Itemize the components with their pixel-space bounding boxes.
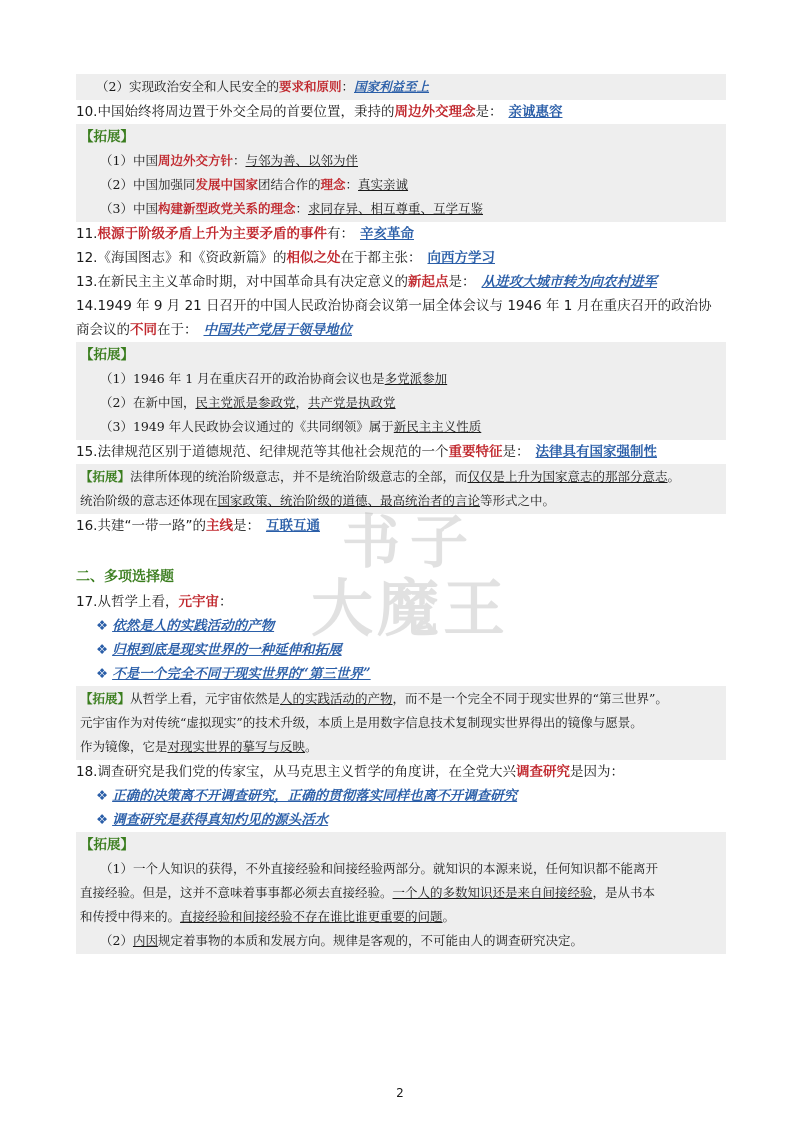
q15-extension — [76, 464, 726, 514]
q14-ext-item-2: （2）在新中国，民主党派是参政党，共产党是执政党 — [100, 395, 396, 410]
diamond-bullet-icon: ❖ — [96, 618, 109, 634]
q18-ext-p1-line-2: 直接经验。但是，这并不意味着事事都必须去直接经验。一个人的多数知识还是来自间接经验，是从书本 — [80, 885, 656, 900]
diamond-bullet-icon: ❖ — [96, 788, 109, 804]
question-17: 17.从哲学上看，元宇宙： — [76, 594, 233, 610]
q18-ext-p2: （2）内因规定着事物的本质和发展方向。规律是客观的，不可能由人的调查研究决定。 — [100, 933, 583, 948]
q16-answer: 互联互通 — [265, 518, 320, 534]
extension-tag: 【拓展】 — [80, 469, 131, 484]
q17-option-3: ❖ 不是一个完全不同于现实世界的“第三世界” — [96, 666, 371, 682]
question-13: 13.在新民主主义革命时期，对中国革命具有决定意义的新起点是： 从进攻大城市转为向农村进军 — [76, 274, 657, 290]
q10-ext-item-2: （2）中国加强同发展中国家团结合作的理念：真实亲诚 — [100, 177, 409, 192]
q17-option-1: ❖ 依然是人的实践活动的产物 — [96, 618, 275, 634]
q14-ext-item-3: （3）1949 年人民政协会议通过的《共同纲领》属于新民主主义性质 — [100, 419, 482, 434]
extension-tag: 【拓展】 — [80, 129, 134, 145]
q9-answer: 国家利益至上 — [354, 79, 430, 94]
q17-option-2: ❖ 归根到底是现实世界的一种延伸和拓展 — [96, 642, 342, 658]
q18-extension — [76, 832, 726, 954]
question-12: 12.《海国图志》和《资政新篇》的相似之处在于都主张： 向西方学习 — [76, 250, 495, 266]
q18-option-2: ❖ 调查研究是获得真知灼见的源头活水 — [96, 812, 329, 828]
diamond-bullet-icon: ❖ — [96, 642, 109, 658]
q10-ext-item-3: （3）中国构建新型政党关系的理念：求同存异、相互尊重、互学互鉴 — [100, 201, 483, 216]
q15-ext-line-2: 统治阶级的意志还体现在国家政策、统治阶级的道德、最高统治者的言论等形式之中。 — [80, 493, 556, 508]
q18-ext-p1-line-3: 和传授中得来的。直接经验和间接经验不存在谁比谁更重要的问题。 — [80, 909, 456, 924]
q12-answer: 向西方学习 — [427, 250, 495, 266]
extension-tag: 【拓展】 — [80, 837, 134, 853]
question-14: 14.1949 年 9 月 21 日召开的中国人民政治协商会议第一届全体会议与 1946 年 1 月在重庆召开的政治协 — [76, 298, 712, 314]
q9-ext-item-2: （2）实现政治安全和人民安全的要求和原则：国家利益至上 — [76, 74, 726, 100]
question-10: 10.中国始终将周边置于外交全局的首要位置，秉持的周边外交理念是： 亲诚惠容 — [76, 104, 563, 120]
q18-option-1: ❖ 正确的决策离不开调查研究，正确的贯彻落实同样也离不开调查研究 — [96, 788, 518, 804]
q14-ext-item-1: （1）1946 年 1 月在重庆召开的政治协商会议也是多党派参加 — [100, 371, 448, 386]
extension-tag: 【拓展】 — [80, 691, 131, 706]
diamond-bullet-icon: ❖ — [96, 666, 109, 682]
document-page — [76, 74, 726, 954]
diamond-bullet-icon: ❖ — [96, 812, 109, 828]
q17-extension — [76, 686, 726, 760]
extension-tag: 【拓展】 — [80, 347, 134, 363]
question-15: 15.法律规范区别于道德规范、纪律规范等其他社会规范的一个重要特征是： 法律具有国家强制性 — [76, 444, 657, 460]
q13-answer: 从进攻大城市转为向农村进军 — [481, 274, 657, 290]
q17-ext-line-2: 元宇宙作为对传统“虚拟现实”的技术升级，本质上是用数字信息技术复制现实世界得出的镜像与愿景。 — [80, 715, 643, 730]
q17-ext-line-1: 【拓展】从哲学上看，元宇宙依然是人的实践活动的产物，而不是一个完全不同于现实世界的“第三世界”。 — [80, 691, 668, 706]
q10-ext-item-1: （1）中国周边外交方针：与邻为善、以邻为伴 — [100, 153, 358, 168]
section-title: 二、多项选择题 — [76, 569, 174, 585]
q10-answer: 亲诚惠容 — [508, 104, 563, 120]
question-18: 18.调查研究是我们党的传家宝，从马克思主义哲学的角度讲，在全党大兴调查研究是因为： — [76, 764, 624, 780]
q14-extension — [76, 342, 726, 440]
q15-ext-line-1: 【拓展】法律所体现的统治阶级意志，并不是统治阶级意志的全部，而仅仅是上升为国家意志的那部分意志。 — [80, 469, 681, 484]
watermark-logo: 书子 大魔王 — [310, 508, 509, 645]
page-number: 2 — [396, 1086, 404, 1100]
q17-ext-line-3: 作为镜像，它是对现实世界的摹写与反映。 — [80, 739, 318, 754]
q11-answer: 辛亥革命 — [359, 226, 414, 242]
question-14-cont: 商会议的不同在于： 中国共产党居于领导地位 — [76, 322, 352, 338]
q18-ext-p1-line-1: （1）一个人知识的获得，不外直接经验和间接经验两部分。就知识的本源来说，任何知识都不能离开 — [100, 861, 658, 876]
question-16: 16.共建“一带一路”的主线是： 互联互通 — [76, 518, 320, 534]
q14-answer: 中国共产党居于领导地位 — [203, 322, 352, 338]
q15-answer: 法律具有国家强制性 — [535, 444, 657, 460]
q10-extension — [76, 124, 726, 222]
question-11: 11.根源于阶级矛盾上升为主要矛盾的事件有： 辛亥革命 — [76, 226, 414, 242]
